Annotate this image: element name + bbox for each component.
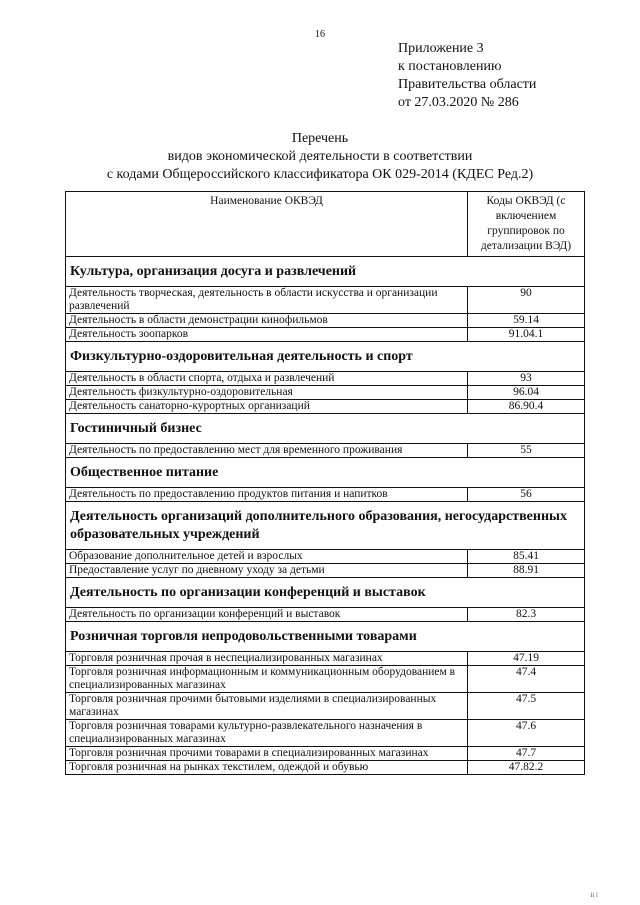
section-title: Деятельность по организации конференций и выставок: [66, 578, 585, 608]
okved-code-cell: 55: [468, 444, 585, 458]
table-row: [66, 444, 585, 458]
activity-name-cell: Торговля розничная прочими бытовыми изделиями в специализированных магазинах: [66, 693, 468, 720]
okved-code-cell: 96.04: [468, 386, 585, 400]
okved-code-cell: 90: [468, 287, 585, 314]
activity-name-cell: Предоставление услуг по дневному уходу за детьми: [66, 564, 468, 578]
appendix-note: [398, 40, 536, 112]
activity-name-cell: Торговля розничная прочими товарами в специализированных магазинах: [66, 747, 468, 761]
section-title: Гостиничный бизнес: [66, 414, 585, 444]
table-row: [66, 747, 585, 761]
activity-name-cell: Деятельность по предоставлению продуктов питания и напитков: [66, 488, 468, 502]
table-row: [66, 400, 585, 414]
table-row: [66, 488, 585, 502]
table-row: [66, 287, 585, 314]
activity-name-cell: Деятельность творческая, деятельность в области искусства и организации развлечений: [66, 287, 468, 314]
table-row: [66, 666, 585, 693]
okved-code-cell: 86.90.4: [468, 400, 585, 414]
table-row: [66, 328, 585, 342]
okved-code-cell: 47.6: [468, 720, 585, 747]
okved-code-cell: 47.82.2: [468, 761, 585, 775]
okved-code-cell: 47.19: [468, 652, 585, 666]
section-title: Физкультурно-оздоровительная деятельность и спорт: [66, 342, 585, 372]
heading-line: Перечень: [291, 131, 349, 146]
section-title: Общественное питание: [66, 458, 585, 488]
section-header-row: [66, 622, 585, 652]
activity-name-cell: Торговля розничная прочая в неспециализированных магазинах: [66, 652, 468, 666]
heading-line: видов экономической деятельности в соответствии: [167, 149, 473, 164]
okved-code-cell: 47.4: [468, 666, 585, 693]
appendix-line: от 27.03.2020 № 286: [398, 95, 519, 110]
table-row: [66, 761, 585, 775]
table-row: [66, 720, 585, 747]
okved-table: [65, 191, 585, 775]
section-header-row: [66, 342, 585, 372]
table-row: [66, 693, 585, 720]
activity-name-cell: Деятельность зоопарков: [66, 328, 468, 342]
activity-name-cell: Деятельность по организации конференций и выставок: [66, 608, 468, 622]
okved-code-cell: 93: [468, 372, 585, 386]
activity-name-cell: Образование дополнительное детей и взрослых: [66, 550, 468, 564]
activity-name-cell: Деятельность по предоставлению мест для временного проживания: [66, 444, 468, 458]
activity-name-cell: Деятельность в области демонстрации кинофильмов: [66, 314, 468, 328]
footer-mark: ii i: [590, 891, 598, 899]
table-row: [66, 314, 585, 328]
okved-code-cell: 85.41: [468, 550, 585, 564]
appendix-line: к постановлению: [398, 59, 502, 74]
activity-name-cell: Деятельность в области спорта, отдыха и развлечений: [66, 372, 468, 386]
document-heading: [0, 130, 640, 184]
heading-line: с кодами Общероссийского классификатора ОК 029-2014 (КДЕС Ред.2): [106, 167, 534, 182]
table-row: [66, 564, 585, 578]
section-header-row: [66, 414, 585, 444]
okved-code-cell: 47.5: [468, 693, 585, 720]
appendix-line: Правительства области: [398, 77, 537, 92]
page-number: 16: [315, 29, 325, 40]
section-header-row: [66, 502, 585, 550]
okved-code-cell: 47.7: [468, 747, 585, 761]
section-header-row: [66, 257, 585, 287]
activity-name-cell: Торговля розничная на рынках текстилем, одеждой и обувью: [66, 761, 468, 775]
okved-code-cell: 59.14: [468, 314, 585, 328]
activity-name-cell: Торговля розничная информационным и коммуникационным оборудованием в специализированных магазинах: [66, 666, 468, 693]
table-row: [66, 550, 585, 564]
header-code-cell: Коды ОКВЭД (с включением группировок по детализации ВЭД): [468, 192, 585, 257]
okved-code-cell: 56: [468, 488, 585, 502]
table-row: [66, 652, 585, 666]
appendix-line: Приложение 3: [398, 41, 484, 56]
okved-code-cell: 82.3: [468, 608, 585, 622]
section-title: Деятельность организаций дополнительного образования, негосударственных образовательных учреждений: [66, 502, 585, 550]
table-row: [66, 608, 585, 622]
section-header-row: [66, 458, 585, 488]
table-row: [66, 386, 585, 400]
activity-name-cell: Деятельность физкультурно-оздоровительная: [66, 386, 468, 400]
table-row: [66, 372, 585, 386]
section-header-row: [66, 578, 585, 608]
activity-name-cell: Деятельность санаторно-курортных организаций: [66, 400, 468, 414]
okved-code-cell: 88.91: [468, 564, 585, 578]
section-title: Культура, организация досуга и развлечений: [66, 257, 585, 287]
table-header-row: [66, 192, 585, 257]
header-name-cell: Наименование ОКВЭД: [66, 192, 468, 257]
okved-code-cell: 91.04.1: [468, 328, 585, 342]
section-title: Розничная торговля непродовольственными товарами: [66, 622, 585, 652]
activity-name-cell: Торговля розничная товарами культурно-развлекательного назначения в специализированных магазинах: [66, 720, 468, 747]
